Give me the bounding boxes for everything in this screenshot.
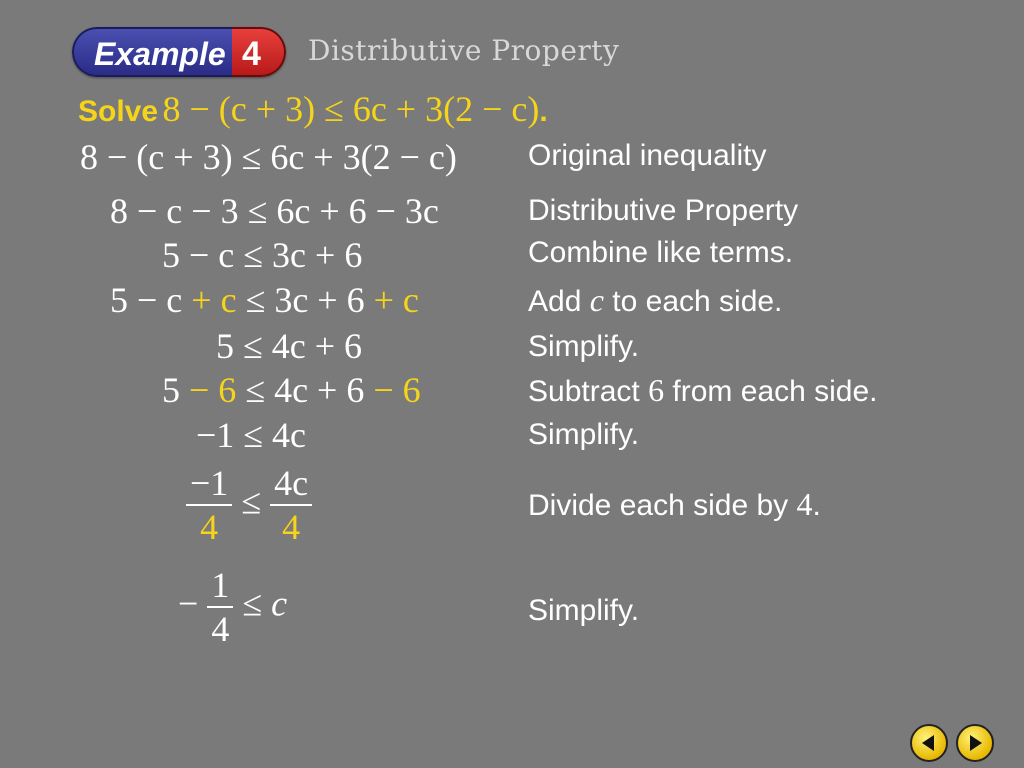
step-9-num: 1 xyxy=(207,564,233,608)
step-9-var: c xyxy=(271,583,288,624)
arrow-left-icon xyxy=(919,733,939,753)
example-label: Example xyxy=(72,27,232,77)
step-1-reason: Original inequality xyxy=(528,139,767,172)
step-4-reason xyxy=(528,282,782,319)
step-4-mid: ≤ 3c + 6 xyxy=(245,280,365,320)
previous-slide-button[interactable] xyxy=(910,724,948,762)
step-6-math xyxy=(162,369,421,411)
solve-label: Solve xyxy=(78,95,159,128)
step-4-reason-pre: Add xyxy=(528,285,582,318)
step-8-left-fraction xyxy=(186,462,232,548)
step-4-left: 5 − c xyxy=(110,280,183,320)
step-4-reason-var: c xyxy=(589,282,604,318)
step-8-reason-post: . xyxy=(812,489,821,522)
step-6-sub-right: − 6 xyxy=(373,370,421,410)
step-8-right-den: 4 xyxy=(282,507,301,547)
example-badge xyxy=(72,27,286,77)
step-6-reason xyxy=(528,372,878,409)
step-6-reason-num: 6 xyxy=(648,372,665,408)
step-8-reason-pre: Divide each side by xyxy=(528,489,789,522)
step-8-math xyxy=(186,462,312,548)
step-4-math xyxy=(110,279,419,321)
step-9-relation: ≤ xyxy=(242,583,263,624)
step-2-reason: Distributive Property xyxy=(528,194,799,227)
example-number: 4 xyxy=(232,27,286,77)
step-5-math: 5 ≤ 4c + 6 xyxy=(216,326,363,366)
step-3-math: 5 − c ≤ 3c + 6 xyxy=(162,235,363,275)
step-4-reason-post: to each side. xyxy=(612,285,783,318)
step-6-left: 5 xyxy=(162,370,180,410)
step-4-added-left: + c xyxy=(191,280,237,320)
step-9-math xyxy=(178,564,287,650)
problem-period: . xyxy=(539,95,548,128)
problem-statement xyxy=(78,88,548,130)
step-8-left-num: −1 xyxy=(186,462,232,506)
step-1-math: 8 − (c + 3) ≤ 6c + 3(2 − c) xyxy=(80,137,457,177)
topic-title: Distributive Property xyxy=(308,34,620,67)
step-7-math: −1 ≤ 4c xyxy=(196,415,307,455)
problem-inequality: 8 − (c + 3) ≤ 6c + 3(2 − c) xyxy=(162,89,540,129)
arrow-right-icon xyxy=(965,733,985,753)
step-8-left-den: 4 xyxy=(200,507,219,547)
step-8-relation: ≤ xyxy=(241,481,262,522)
step-9-reason: Simplify. xyxy=(528,594,640,627)
step-4-added-right: + c xyxy=(373,280,419,320)
step-7-reason: Simplify. xyxy=(528,418,640,451)
step-8-right-fraction xyxy=(270,462,312,548)
step-6-reason-post: from each side. xyxy=(672,375,878,408)
step-6-mid: ≤ 4c + 6 xyxy=(245,370,365,410)
step-9-den: 4 xyxy=(211,609,230,649)
step-8-right-num: 4c xyxy=(270,462,312,506)
step-8-reason-num: 4 xyxy=(796,486,813,522)
step-8-reason xyxy=(528,486,821,523)
step-6-reason-pre: Subtract xyxy=(528,375,640,408)
step-3-reason: Combine like terms. xyxy=(528,236,794,269)
step-2-math: 8 − c − 3 ≤ 6c + 6 − 3c xyxy=(110,191,439,231)
step-5-reason: Simplify. xyxy=(528,330,640,363)
step-6-sub-left: − 6 xyxy=(189,370,237,410)
step-9-sign: − xyxy=(178,583,199,624)
next-slide-button[interactable] xyxy=(956,724,994,762)
step-9-fraction xyxy=(207,564,233,650)
